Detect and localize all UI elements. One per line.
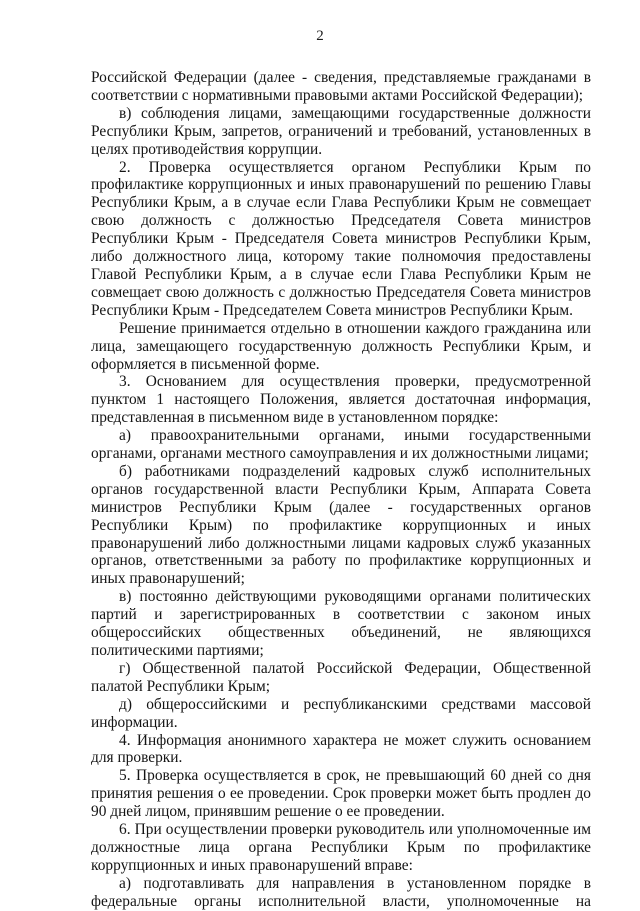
- paragraph-item-v2: в) постоянно действующими руководящими органами политических партий и зарегистрированных в соответствии с законом иных общероссийских общественных объединений, не являющихся политическими партиями;: [91, 588, 591, 659]
- paragraph-5: 5. Проверка осуществляется в срок, не превышающий 60 дней со дня принятия решения о ее проведении. Срок проверки может быть продлен до 90 дней лицом, принявшим решение о ее проведении.: [91, 767, 591, 821]
- paragraph-item-a: а) правоохранительными органами, иными государственными органами, органами местного самоуправления и их должностными лицами;: [91, 427, 591, 463]
- paragraph-4: 4. Информация анонимного характера не может служить основанием для проверки.: [91, 731, 591, 767]
- paragraph-item-g: г) Общественной палатой Российской Федерации, Общественной палатой Республики Крым;: [91, 659, 591, 695]
- paragraph-decision: Решение принимается отдельно в отношении каждого гражданина или лица, замещающего государственную должность Республики Крым, и оформляется в письменной форме.: [91, 319, 591, 373]
- paragraph-item-d: д) общероссийскими и республиканскими средствами массовой информации.: [91, 695, 591, 731]
- paragraph-6: 6. При осуществлении проверки руководитель или уполномоченные им должностные лица органа Республики Крым по профилактике коррупционных и иных правонарушений вправе:: [91, 821, 591, 874]
- page-number: 2: [316, 28, 324, 44]
- paragraph-2: 2. Проверка осуществляется органом Республики Крым по профилактике коррупционных и иных правонарушений по решению Главы Республики Крым, а в случае если Глава Республики Крым не совмещает свою должность с должностью Председателя Совета министров Республики Крым - Председателя Совета министров Республики Крым, либо должностного лица, которому такие полномочия предоставлены Главой Республики Крым, а в случае если Глава Республики Крым не совмещает свою должность с должностью Председателя Совета министров Республики Крым - Председателем Совета министров Республики Крым.: [91, 158, 591, 319]
- paragraph-6a: а) подготавливать для направления в установленном порядке в федеральные органы исполнительной власти, уполномоченные на: [91, 874, 591, 910]
- paragraph-item-v: в) соблюдения лицами, замещающими государственные должности Республики Крым, запретов, ограничений и требований, установленных в целях противодействия коррупции.: [91, 104, 591, 158]
- document-body: [91, 69, 591, 911]
- paragraph-3: 3. Основанием для осуществления проверки, предусмотренной пунктом 1 настоящего Положения, является достаточная информация, представленная в письменном виде в установленном порядке:: [91, 373, 591, 427]
- paragraph-item-b: б) работниками подразделений кадровых служб исполнительных органов государственной власти Республики Крым, Аппарата Совета министров Республики Крым (далее - государственных органов Республики Крым) по профилактике коррупционных и иных правонарушений либо должностными лицами кадровых служб указанных органов, ответственными за работу по профилактике коррупционных и иных правонарушений;: [91, 462, 591, 588]
- paragraph-continuation: Российской Федерации (далее - сведения, представляемые гражданами в соответствии с нормативными правовыми актами Российской Федерации);: [91, 69, 591, 104]
